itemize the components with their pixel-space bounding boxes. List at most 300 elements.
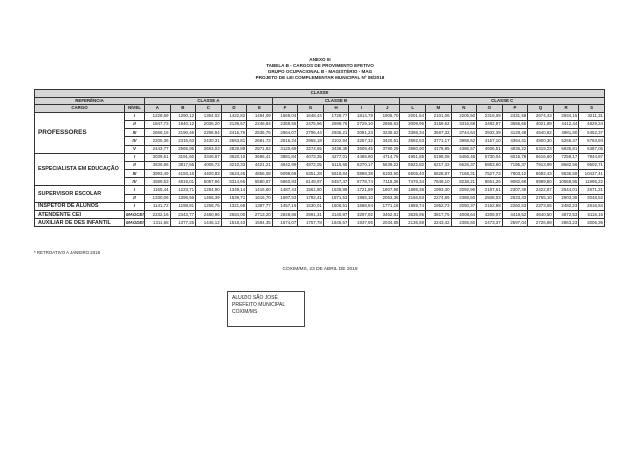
salary-cell: 2565,96 (170, 145, 196, 153)
salary-cell: 1141,72 (145, 202, 171, 210)
salary-cell: 2205,36 (145, 137, 171, 145)
salary-cell: 2298,94 (196, 129, 222, 137)
nivel-cell: III (125, 129, 145, 137)
salary-cell: 4008,64 (451, 211, 477, 219)
salary-cell: 7168,31 (451, 170, 477, 178)
salary-cell: 5452,37 (579, 129, 605, 137)
salary-cell: 2674,43 (528, 112, 554, 120)
salary-cell: 5266,47 (553, 137, 579, 145)
salary-cell: 2152,88 (477, 202, 503, 210)
bill-title: PROJETO DE LEI COMPLEMENTAR MUNICIPAL Nº 08/2018 (255, 75, 385, 80)
classe-header-row (35, 90, 605, 98)
salary-cell: 1993,30 (426, 186, 452, 194)
salary-cell: 1859,74 (400, 202, 426, 210)
salary-cell: 7848,10 (426, 178, 452, 186)
salary-cell: 10437,41 (579, 170, 605, 178)
salary-cell: 5057,66 (196, 178, 222, 186)
salary-cell: 1321,68 (221, 202, 247, 210)
salary-cell: 3039,61 (145, 153, 171, 161)
salary-cell: 3656,66 (502, 120, 528, 128)
ref-header: S (579, 105, 605, 113)
salary-cell: 3191,60 (170, 153, 196, 161)
salary-cell: 6853,60 (477, 161, 503, 169)
salary-cell: 3420,51 (374, 137, 400, 145)
salary-cell: 4193,16 (170, 170, 196, 178)
salary-cell: 4386,57 (451, 145, 477, 153)
salary-cell: 7476,34 (400, 178, 426, 186)
salary-cell: 2166,53 (400, 194, 426, 202)
ref-header: P (502, 105, 528, 113)
nivel-cell: I (125, 112, 145, 120)
salary-cell: 7118,36 (374, 178, 400, 186)
stamp-place: COXIM/MS (232, 309, 258, 315)
salary-cell: 4412,44 (553, 120, 579, 128)
salary-cell: 3235,62 (374, 129, 400, 137)
salary-cell: 1466,39 (196, 194, 222, 202)
nivel-cell: II (125, 120, 145, 128)
salary-cell: 2101,06 (426, 112, 452, 120)
salary-cell: 9989,80 (528, 178, 554, 186)
salary-cell: 1457,16 (272, 202, 298, 210)
salary-cell: 5639,22 (374, 161, 400, 169)
salary-cell: 2829,89 (221, 145, 247, 153)
ref-header: M (426, 105, 452, 113)
salary-cell: 5099,69 (272, 170, 298, 178)
salary-cell: 1940,12 (170, 120, 196, 128)
salary-cell: 2136,59 (400, 219, 426, 227)
salary-cell: 2991,31 (298, 211, 324, 219)
nivel-cell: IV (125, 137, 145, 145)
salary-cell: 2430,31 (196, 137, 222, 145)
salary-cell: 4606,51 (477, 145, 503, 153)
salary-cell: 4073,35 (298, 153, 324, 161)
salary-cell: 1518,43 (221, 219, 247, 227)
classe-header: CLASSE (35, 90, 605, 98)
salary-cell: 4178,85 (426, 145, 452, 153)
salary-cell: 5730,04 (477, 153, 503, 161)
salary-cell: 6457,47 (323, 178, 349, 186)
salary-cell: 5115,65 (323, 161, 349, 169)
salary-cell: 4640,50 (528, 211, 554, 219)
salary-cell: 2001,54 (400, 112, 426, 120)
nivel-cell: II (125, 161, 145, 169)
salary-cell: 1728,77 (323, 112, 349, 120)
referencia-header: REFERÊNCIA (35, 97, 145, 105)
salary-cell: 2492,23 (553, 202, 579, 210)
salary-cell: 2863,23 (553, 219, 579, 227)
table-body (35, 112, 605, 227)
salary-cell: 4856,08 (247, 170, 273, 178)
salary-cell: 8651,26 (477, 178, 503, 186)
salary-cell: 2274,85 (426, 194, 452, 202)
stamp-title: PREFEITO MUNICIPAL (232, 302, 286, 308)
salary-cell: 3482,97 (477, 120, 503, 128)
nivel-cell: I (125, 202, 145, 210)
salary-cell: 3462,81 (374, 211, 400, 219)
salary-cell: 8682,56 (553, 161, 579, 169)
ref-header: D (221, 105, 247, 113)
salary-cell: 2536,76 (247, 129, 273, 137)
salary-cell: 3771,17 (426, 137, 452, 145)
salary-cell: 1539,71 (221, 194, 247, 202)
salary-cell: 4624,46 (221, 170, 247, 178)
salary-cell: 2460,96 (196, 211, 222, 219)
salary-cell: 2553,81 (221, 137, 247, 145)
table-row (35, 219, 605, 227)
salary-cell: 5314,66 (221, 178, 247, 186)
salary-cell: 2243,42 (426, 219, 452, 227)
salary-cell: 1569,04 (272, 112, 298, 120)
signing-date: COXIM/MS, 23 DE ABRIL DE 2018 (282, 267, 358, 272)
salary-cell: 2205,50 (451, 112, 477, 120)
salary-cell: 3048,52 (579, 194, 605, 202)
ref-header: I (349, 105, 375, 113)
salary-cell: 2955,18 (298, 137, 324, 145)
salary-cell: 2443,77 (145, 145, 171, 153)
salary-cell: 3438,38 (323, 145, 349, 153)
salary-cell: 1165,44 (145, 186, 171, 194)
salary-cell: 11995,22 (579, 178, 605, 186)
salary-cell: 1290,12 (170, 112, 196, 120)
salary-cell: 2473,37 (477, 219, 503, 227)
salary-cell: 3159,62 (426, 120, 452, 128)
stamp-name: ALUIZIO SÃO JOSÉ (232, 295, 278, 301)
salary-cell: 5198,08 (426, 153, 452, 161)
salary-cell: 1814,78 (349, 112, 375, 120)
salary-cell: 6616,60 (528, 153, 554, 161)
salary-cell: 3817,65 (170, 161, 196, 169)
signature-stamp (227, 291, 305, 327)
salary-cell: 3790,29 (374, 145, 400, 153)
salary-cell: 1648,44 (298, 112, 324, 120)
ref-header: N (451, 105, 477, 113)
nivel-cell: III (125, 170, 145, 178)
salary-cell: 1258,75 (196, 202, 222, 210)
ref-header: C (196, 105, 222, 113)
salary-cell: 3592,53 (400, 137, 426, 145)
salary-cell: 3696,41 (247, 153, 273, 161)
salary-cell: 7195,37 (502, 161, 528, 169)
salary-cell: 1228,69 (145, 112, 171, 120)
salary-cell: 3635,95 (400, 211, 426, 219)
salary-cell: 1487,43 (272, 186, 298, 194)
salary-cell: 2903,35 (553, 194, 579, 202)
nivel-cell: V (125, 145, 145, 153)
salary-cell: 1311,68 (145, 219, 171, 227)
salary-cell: 1871,53 (323, 194, 349, 202)
nivel-cell: I (125, 153, 145, 161)
salary-cell: 2034,85 (374, 219, 400, 227)
classe-c-header: CLASSE C (400, 97, 605, 105)
salary-cell: 4829,24 (579, 120, 605, 128)
salary-cell: 1898,38 (400, 186, 426, 194)
salary-table (34, 89, 605, 227)
salary-cell: 2726,89 (528, 219, 554, 227)
ref-header: E (247, 105, 273, 113)
salary-cell: 4400,83 (196, 170, 222, 178)
salary-cell: 1416,60 (247, 186, 273, 194)
ref-header: B (170, 105, 196, 113)
cargo-cell: ATENDENTE CEI (35, 211, 125, 219)
nivel-cell: MAGDEI (125, 219, 145, 227)
salary-cell: 2666,15 (145, 129, 171, 137)
salary-cell: 3635,86 (145, 161, 171, 169)
salary-cell: 1686,84 (349, 202, 375, 210)
salary-cell: 4872,05 (298, 161, 324, 169)
salary-cell: 4419,52 (502, 211, 528, 219)
salary-cell: 1807,98 (374, 186, 400, 194)
cargo-cell: INSPETOR DE ALUNOS (35, 202, 125, 210)
salary-cell: 1446,12 (196, 219, 222, 227)
salary-cell: 4642,99 (272, 161, 298, 169)
salary-cell: 2713,20 (247, 211, 273, 219)
salary-cell: 4489,80 (349, 153, 375, 161)
salary-cell: 1965,10 (349, 194, 375, 202)
table-title: TABELA B - CARGOS DE PROVIMENTO EFETIVO (266, 63, 374, 68)
salary-cell: 1847,73 (145, 120, 171, 128)
salary-cell: 1594,35 (247, 219, 273, 227)
ref-header: A (145, 105, 171, 113)
salary-cell: 3567,32 (426, 129, 452, 137)
salary-cell: 3211,31 (579, 112, 605, 120)
salary-cell: 1721,89 (349, 186, 375, 194)
salary-cell: 2934,15 (553, 112, 579, 120)
salary-cell: 7944,87 (579, 153, 605, 161)
salary-cell: 3980,90 (400, 145, 426, 153)
salary-cell: 1330,06 (145, 194, 171, 202)
salary-cell: 5835,81 (553, 145, 579, 153)
salary-cell: 2584,00 (221, 211, 247, 219)
salary-cell: 2935,21 (323, 129, 349, 137)
salary-cell: 3140,87 (323, 211, 349, 219)
salary-cell: 4210,33 (221, 161, 247, 169)
salary-cell: 1396,56 (170, 194, 196, 202)
salary-cell: 4981,80 (553, 129, 579, 137)
salary-cell: 2633,43 (502, 194, 528, 202)
salary-cell: 3881,84 (272, 153, 298, 161)
salary-cell: 4006,72 (196, 161, 222, 169)
annex-title: ANEXO III (309, 57, 331, 62)
salary-cell: 5319,23 (528, 145, 554, 153)
salary-cell: 4836,22 (502, 145, 528, 153)
salary-cell: 4364,41 (502, 137, 528, 145)
salary-cell: 2050,37 (451, 202, 477, 210)
salary-cell: 7903,12 (502, 170, 528, 178)
salary-cell: 3993,49 (145, 170, 171, 178)
ref-header: H (323, 105, 349, 113)
salary-cell: 2343,77 (170, 211, 196, 219)
salary-cell: 1952,73 (426, 202, 452, 210)
cargo-cell: PROFESSORES (35, 112, 125, 153)
salary-cell: 5351,28 (298, 170, 324, 178)
salary-cell: 3009,95 (400, 120, 426, 128)
salary-cell: 4872,53 (553, 211, 579, 219)
classe-b-header: CLASSE B (272, 97, 400, 105)
salary-cell: 3102,94 (323, 137, 349, 145)
salary-cell: 2139,67 (221, 120, 247, 128)
salary-cell: 7259,17 (553, 153, 579, 161)
salary-cell: 5898,38 (349, 170, 375, 178)
table-row (35, 112, 605, 120)
salary-cell: 1937,95 (349, 219, 375, 227)
salary-cell: 2315,63 (170, 137, 196, 145)
salary-cell: 2316,08 (477, 112, 503, 120)
salary-cell: 4157,10 (477, 137, 503, 145)
salary-cell: 6828,87 (426, 170, 452, 178)
salary-cell: 1377,26 (170, 219, 196, 227)
salary-cell: 1757,78 (298, 219, 324, 227)
salary-cell: 5860,83 (272, 178, 298, 186)
salary-cell: 1494,09 (247, 112, 273, 120)
cargo-cell: SUPERVISOR ESCOLAR (35, 186, 125, 202)
salary-cell: 2422,87 (528, 186, 554, 194)
salary-cell: 2816,24 (272, 137, 298, 145)
salary-cell: 6193,90 (374, 170, 400, 178)
salary-cell: 6217,32 (426, 161, 452, 169)
column-header-row (35, 105, 605, 113)
ref-header: J (374, 105, 400, 113)
salary-cell: 3274,65 (298, 145, 324, 153)
salary-cell: 2671,21 (579, 186, 605, 194)
salary-cell: 1782,41 (298, 194, 324, 202)
salary-cell: 2232,16 (145, 211, 171, 219)
salary-cell: 2036,20 (196, 120, 222, 128)
nivel-cell: II (125, 194, 145, 202)
salary-cell: 3297,92 (349, 211, 375, 219)
table-row (35, 211, 605, 219)
salary-cell: 10959,95 (553, 178, 579, 186)
salary-cell: 5116,15 (579, 211, 605, 219)
salary-cell: 2475,96 (298, 120, 324, 128)
salary-cell: 2260,53 (502, 202, 528, 210)
salary-cell: 5370,17 (349, 161, 375, 169)
salary-cell: 2599,76 (323, 120, 349, 128)
salary-cell: 2063,36 (374, 194, 400, 202)
salary-cell: 8238,21 (451, 178, 477, 186)
salary-cell: 6526,37 (451, 161, 477, 169)
salary-cell: 2190,46 (170, 129, 196, 137)
salary-cell: 2971,62 (247, 145, 273, 153)
salary-cell: 1354,02 (196, 112, 222, 120)
salary-cell: 2388,60 (451, 194, 477, 202)
salary-cell: 1284,90 (196, 186, 222, 194)
salary-cell: 4209,07 (477, 211, 503, 219)
salary-cell: 3958,62 (451, 137, 477, 145)
salary-cell: 3817,75 (426, 211, 452, 219)
salary-cell: 4421,21 (247, 161, 273, 169)
salary-cell: 1198,81 (170, 202, 196, 210)
salary-cell: 2693,03 (196, 145, 222, 153)
salary-cell: 3349,87 (196, 153, 222, 161)
salary-cell: 3316,68 (451, 120, 477, 128)
salary-cell: 2415,76 (221, 129, 247, 137)
salary-cell: 2544,01 (553, 186, 579, 194)
salary-cell: 2246,84 (247, 120, 273, 128)
ref-header: R (553, 105, 579, 113)
salary-cell: 3932,39 (477, 129, 503, 137)
salary-cell: 5456,46 (451, 153, 477, 161)
salary-cell: 5580,87 (247, 178, 273, 186)
salary-cell: 2197,61 (477, 186, 503, 194)
salary-cell: 4021,89 (528, 120, 554, 128)
table-row (35, 202, 605, 210)
cargo-cell: AUXILIAR DE DES INFANTIL (35, 219, 125, 227)
salary-cell: 1606,51 (323, 202, 349, 210)
nivel-cell: I (125, 186, 145, 194)
salary-cell: 6778,74 (349, 178, 375, 186)
salary-cell: 1349,14 (221, 186, 247, 194)
salary-cell: 1561,80 (298, 186, 324, 194)
doc-header (0, 57, 640, 81)
salary-cell: 4951,85 (400, 153, 426, 161)
salary-cell: 4128,48 (502, 129, 528, 137)
salary-cell: 2795,44 (298, 129, 324, 137)
salary-cell: 2848,86 (272, 211, 298, 219)
retroactive-note: * RETROATIVO A JANEIRO 2018 (34, 250, 101, 255)
salary-cell: 1697,53 (272, 194, 298, 202)
salary-cell: 9536,59 (553, 170, 579, 178)
salary-cell: 4800,30 (528, 137, 554, 145)
nivel-header: NÍVEL (125, 105, 145, 113)
salary-cell: 5618,84 (323, 170, 349, 178)
salary-cell: 2508,03 (477, 194, 503, 202)
salary-cell: 2729,10 (349, 120, 375, 128)
salary-cell: 1616,70 (247, 194, 273, 202)
salary-cell: 2355,60 (451, 219, 477, 227)
salary-cell: 8692,43 (528, 170, 554, 178)
salary-cell: 2597,04 (502, 219, 528, 227)
ref-header: G (298, 105, 324, 113)
classe-a-header: CLASSE A (145, 97, 273, 105)
cargo-cell: ESPECIALISTA EM EDUCAÇÃO (35, 153, 125, 186)
salary-cell: 4277,01 (323, 153, 349, 161)
group-title: GRUPO OCUPACIONAL B - MAGISTÉRIO - MAG (267, 69, 373, 74)
salary-cell: 9502,71 (579, 161, 605, 169)
salary-cell: 6387,05 (579, 145, 605, 153)
nivel-cell: IV (125, 178, 145, 186)
salary-cell: 1223,71 (170, 186, 196, 194)
salary-cell: 1771,18 (374, 202, 400, 210)
salary-cell: 5763,94 (579, 137, 605, 145)
salary-cell: 2765,10 (528, 194, 554, 202)
referencia-header-row (35, 97, 605, 105)
salary-cell: 7527,73 (477, 170, 503, 178)
ref-header: F (272, 105, 298, 113)
nivel-cell: MAGCEI (125, 211, 145, 219)
salary-cell: 3006,39 (579, 219, 605, 227)
salary-cell: 3120,69 (272, 145, 298, 153)
salary-cell: 1845,67 (323, 219, 349, 227)
ref-header: Q (528, 105, 554, 113)
salary-cell: 3609,45 (349, 145, 375, 153)
salary-cell: 1387,77 (247, 202, 273, 210)
salary-cell: 6015,78 (502, 153, 528, 161)
salary-cell: 4540,82 (528, 129, 554, 137)
salary-cell: 2373,55 (528, 202, 554, 210)
salary-cell: 2307,49 (502, 186, 528, 194)
salary-cell: 3081,24 (349, 129, 375, 137)
salary-cell: 1422,82 (221, 112, 247, 120)
salary-cell: 4589,53 (145, 178, 171, 186)
salary-cell: 9082,68 (502, 178, 528, 186)
salary-cell: 1674,07 (272, 219, 298, 227)
table-row (35, 186, 605, 194)
salary-cell: 2359,55 (272, 120, 298, 128)
salary-cell: 4819,01 (170, 178, 196, 186)
salary-cell: 3257,32 (349, 137, 375, 145)
salary-cell: 2616,84 (579, 202, 605, 210)
salary-cell: 5922,82 (400, 161, 426, 169)
